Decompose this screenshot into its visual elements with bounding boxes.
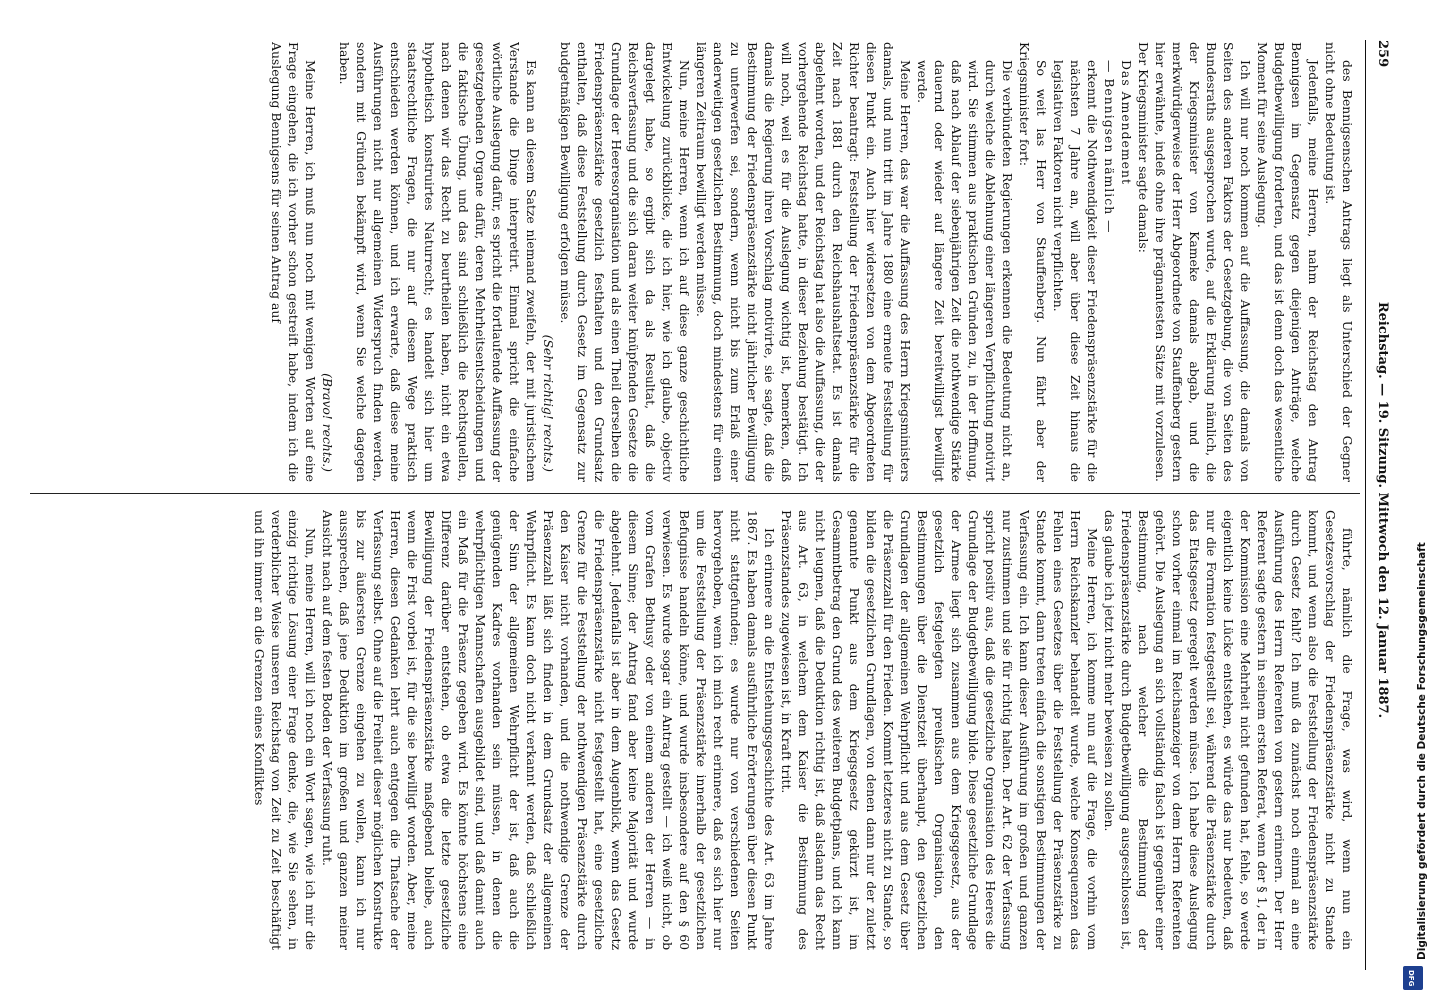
column-divider	[30, 493, 1360, 494]
right-column	[26, 510, 1356, 950]
left-column	[26, 42, 1356, 482]
paragraph: Meine Herren, das war die Auffassung des Herrn Kriegsministers damals, und nun tritt im Jahre 1880 eine erneute Feststellung für diesen Punkt ein. Auch hier widersetzen von dem Abgeordneten Richter beantragt: Feststellung der Friedenspräsenzstärke für die Zeit nach 1881 durch den Reichshaushaltsetat. Es ist damals abgelehnt worden, und der Reichstag hat also die Auffassung, die der vorhergehende Reichstag hatte, in dieser Beziehung bestätigt. Ich will noch, weil es für die Auslegung wichtig ist, bemerken, daß damals die Regierung ihren Vorschlag motivirte, sie sagte, daß die Bestimmung der Friedenspräsenzstärke nicht jährlicher Bewilligung zu unterwerfen sei, sondern, wenn nicht bis zum Erlaß einer anderweitigen gesetzlichen Bestimmung, doch mindestens für einen längeren Zeitraum bewilligt werden müsse.	[694, 42, 913, 482]
running-title: Reichstag. — 19. Sitzung. Mittwoch den 12. Januar 1887.	[1375, 301, 1390, 719]
paragraph: Es kann an diesem Satze niemand zweifeln, der mit juristischem Verstande die Dinge interpretirt. Einmal spricht die einfache wörtliche Auslegung dafür, es spricht die fortlaufende Auffassung der gesetzgebenden Organe dafür, deren Mehrheitsentscheidungen und die faktische Übung, und das sind schließlich die Rechtsquellen, nach denen wir das Recht zu beurtheilen haben, nicht ein etwa hypothetisch konstruirtes Naturrecht; es handelt sich hier um staatsrechtliche Fragen, die nur auf diesem Wege praktisch entschieden werden können, und ich erwarte, daß diese meine Ausführungen nicht nur allgemeinen Widerspruch finden werden, sondern mit Gründen bekämpft wird, wenn Sie welche dagegen haben.	[337, 42, 539, 482]
dfg-logo: DFG	[1403, 966, 1423, 990]
paragraph: Nun, meine Herren, wenn ich auf diese ganze geschichtliche Entwickelung zurückblicke, die ich hier, wie ich glaube, objectiv dargelegt habe, so ergibt sich da als Resultat, daß die Reichsverfassung und die sich daran weiter knüpfenden Gesetze die Grundlage der Heeresorganisation und als einen Theil derselben die Friedenspräsenzstärke gesetzlich festhalten und den Grundsatz enthalten, daß diese Feststellung durch Gesetz im Gegensatz zur budgetmäßigen Bewilligung erfolgen müsse.	[558, 42, 692, 482]
stage-direction: (Sehr richtig! rechts.)	[541, 334, 556, 472]
page-header	[1362, 40, 1390, 980]
header-rule	[1365, 40, 1366, 970]
stage-direction: (Bravo! rechts.)	[320, 373, 335, 472]
scan-margin	[1400, 0, 1432, 1000]
paragraph: Ich erinnere an die Entstehungsgeschichte des Art. 63 im Jahre 1867. Es haben damals ausführliche Erörterungen über diesen Punkt nicht stattgefunden; es wurde nur von verschiedenen Seiten hervorgehoben, wenn ich mich recht erinnere, daß es sich hier nur um die Feststellung der Präsenzstärke innerhalb der gesetzlichen Befugnisse handeln könne, und wurde insbesondere auf den § 60 verwiesen. Es wurde sogar ein Antrag gestellt — ich weiß nicht, ob vom Grafen Bethusy oder von einem anderen der Herren — in diesem Sinne; der Antrag fand aber keine Majorität und wurde abgelehnt. Jedenfalls ist aber in dem Augenblick, wenn das Gesetz die Friedenspräsenzstärke nicht festgestellt hat, eine gesetzliche Grenze für die Feststellung der nothwendigen Präsenzstärke durch den Kaiser nicht vorhanden, und die nothwendige Grenze der Präsenzzahl läßt sich finden in dem Grundsatz der allgemeinen Wehrpflicht. Es kann doch nicht verkannt werden, daß schließlich der Sinn der allgemeinen Wehrpflicht der ist, daß auch die genügenden Kadres vorhanden sein müssen, in denen die wehrpflichtigen Mannschaften ausgebildet sind, und daß damit auch ein Maß für die Präsenz gegeben wird. Es könnte höchstens eine Differenz darüber entstehen, ob etwa die letzte gesetzliche Bewilligung der Friedenspräsenzstärke maßgebend bleibe, auch wenn die Frist vorbei ist, für die sie bewilligt worden. Aber, meine Herren, diesen Gedanken lehrt auch entgegen die Thatsache der Verfassung selbst. Ohne auf die Freiheit dieser möglichen Konstrukte bis zur äußersten Grenze eingehen zu wollen, kann ich nur aussprechen, daß jene Deduktion im großen und ganzen meiner Ansicht nach auf dem festen Boden der Verfassung ruht.	[320, 510, 777, 950]
credit-text: Digitalisierung gefördert durch die Deutsche Forschungsgemeinschaft	[1416, 542, 1428, 960]
paragraph: führte, nämlich die Frage, was wird, wenn nun ein Gesetzesvorschlag der Friedenspräsenzstärke nicht zu Stande kommt, und wenn also die Feststellung der Friedenspräsenzstärke durch Gesetz fehlt? Ich muß da zunächst noch einmal an eine Ausführung des Herrn Referenten von gestern erinnern. Der Herr Referent sagte gestern in seinem ersten Referat, wenn der § 1, der in der Kommission eine Mehrheit nicht gefunden hat, fehle, so werde eigentlich keine Lücke entstehen, es würde das nur bedeuten, daß nur die Formation festgestellt sei, während die Präsenzstärke durch das Etatsgesetz geregelt werden müsse. Ich habe diese Auslegung schon vorher einmal im Reichsanzeiger von dem Herrn Referenten gehört. Die Auslegung an sich vollständig falsch ist gegenüber einer Bestimmung, nach welcher die Bestimmung der Friedenspräsenzstärke durch Budgetbewilligung ausgeschlossen ist, das glaube ich jetzt nicht mehr beweisen zu sollen.	[1102, 510, 1355, 950]
paragraph: des Bennigsenschen Antrags liegt als Unterschied der Gegner nicht ohne Bedeutung ist.	[1323, 42, 1355, 482]
paragraph: Meine Herren, ich muß nun noch mit wenigen Worten auf eine Frage eingehen, die ich vorher schon gestreift habe, indem ich die Auslegung Bennigsens für seinen Antrag auf	[269, 42, 318, 482]
paragraph: erkennt die Nothwendigkeit dieser Friedenspräsenzstärke für die nächsten 7 Jahre an, will aber über diese Zeit hinaus die legislativen Faktoren nicht verpflichten.	[1051, 60, 1100, 482]
paragraph: — Bennigsen nämlich —	[1102, 60, 1117, 234]
paragraph: Die verbündeten Regierungen erkennen die Bedeutung nicht an, durch welche die Ablehnung einer längeren Verpflichtung motivirt wird. Sie stimmen aus praktischen Gründen zu, in der Hoffnung, daß nach Ablauf der siebenjährigen Zeit die nothwendige Stärke dauernd oder wieder auf längere Zeit bereitwilligst bewilligt werde.	[915, 60, 1015, 482]
paragraph: Das Amendement	[1119, 60, 1134, 185]
paragraph: Jedenfalls, meine Herren, nahm der Reichstag den Antrag Bennigsen im Gegensatz gegen diejenigen Anträge, welche Budgetbewilligung forderten, und das ist denn doch das wesentliche Moment für seine Auslegung.	[1255, 42, 1321, 482]
paragraph: Meine Herren, ich komme nun auf die Frage, die vorhin vom Herrn Reichskanzler behandelt wurde, welche Konsequenzen das Fehlen eines Gesetzes über die Feststellung der Präsenzstärke zu Stande kommt, dann treten einfach die sonstigen Bestimmungen der Verfassung ein. Ich kann dieser Ausführung im großen und ganzen nur zustimmen und sie für richtig halten. Der Art. 62 der Verfassung spricht positiv aus, daß die gesetzliche Organisation des Heeres die Grundlage der Budgetbewilligung bilde. Diese gesetzliche Grundlage der Armee liegt sich zusammen aus dem Kriegsgesetz, aus der gesetzlich festgelegten preußischen Organisation, den Bestimmungen über die Dienstzeit überhaupt, den gesetzlichen Grundlagen der allgemeinen Wehrpflicht und aus dem Gesetz über die Präsenzzahl für den Frieden. Kommt letzteres nicht zu Stande, so bilden die gesetzlichen Grundlagen, von denen dann nur der zuletzt genannte Punkt aus dem Kriegsgesetz gekürzt ist, im Gesammtbetrag den Grund des weiteren Budgetplans, und ich kann nicht leugnen, daß die Deduktion richtig ist, daß alsdann das Recht aus Art. 63, in welchem dem Kaiser die Bestimmung des Präsenzstandes zugewiesen ist, in Kraft tritt.	[779, 510, 1100, 950]
paragraph: So weit las Herr von Stauffenberg. Nun fährt aber der Kriegsminister fort:	[1017, 42, 1049, 482]
paragraph: Nun, meine Herren, will ich noch ein Wort sagen, wie ich mir die einzig richtige Lösung einer Frage denke, die, wie Sie sehen, in verderblicher Weise unseren Reichstag von Zeit zu Zeit beschäftigt und ihn immer an die Grenzen eines Konfliktes	[252, 510, 318, 950]
page-number: 259	[1375, 40, 1390, 68]
digitization-credit	[1404, 542, 1428, 960]
paragraph: Ich will nur noch kommen auf die Auffassung, die damals von Seiten des anderen Faktors der Gesetzgebung, die von Seiten des Bundesraths ausgesprochen wurde, auf die Erklärung nämlich, die der Kriegsminister von Kameke damals abgab, und die merkwürdigerweise der Herr Abgeordnete von Stauffenberg gestern hier erwähnte, indeß ohne ihre prägnantesten Sätze mit vorzulesen. Der Kriegsminister sagte damals:	[1136, 42, 1253, 482]
